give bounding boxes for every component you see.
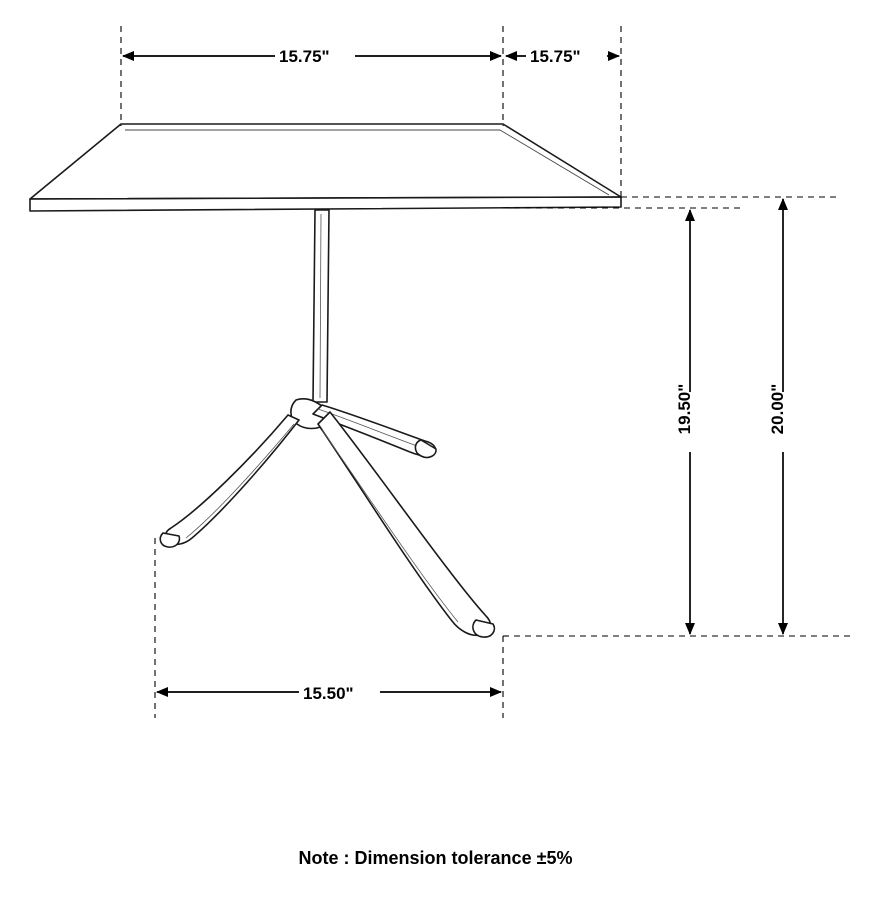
table-top [30, 124, 621, 211]
table-base-legs [160, 399, 494, 637]
dimension-label-base-span: 15.50" [303, 684, 354, 703]
dimension-label-height-inner: 19.50" [675, 383, 694, 435]
dimension-label-top-right: 15.75" [530, 47, 581, 66]
tolerance-note: Note : Dimension tolerance ±5% [298, 848, 573, 868]
table-column [313, 210, 329, 402]
dimension-label-top-left: 15.75" [279, 47, 330, 66]
dimension-label-height-outer: 20.00" [768, 383, 787, 435]
